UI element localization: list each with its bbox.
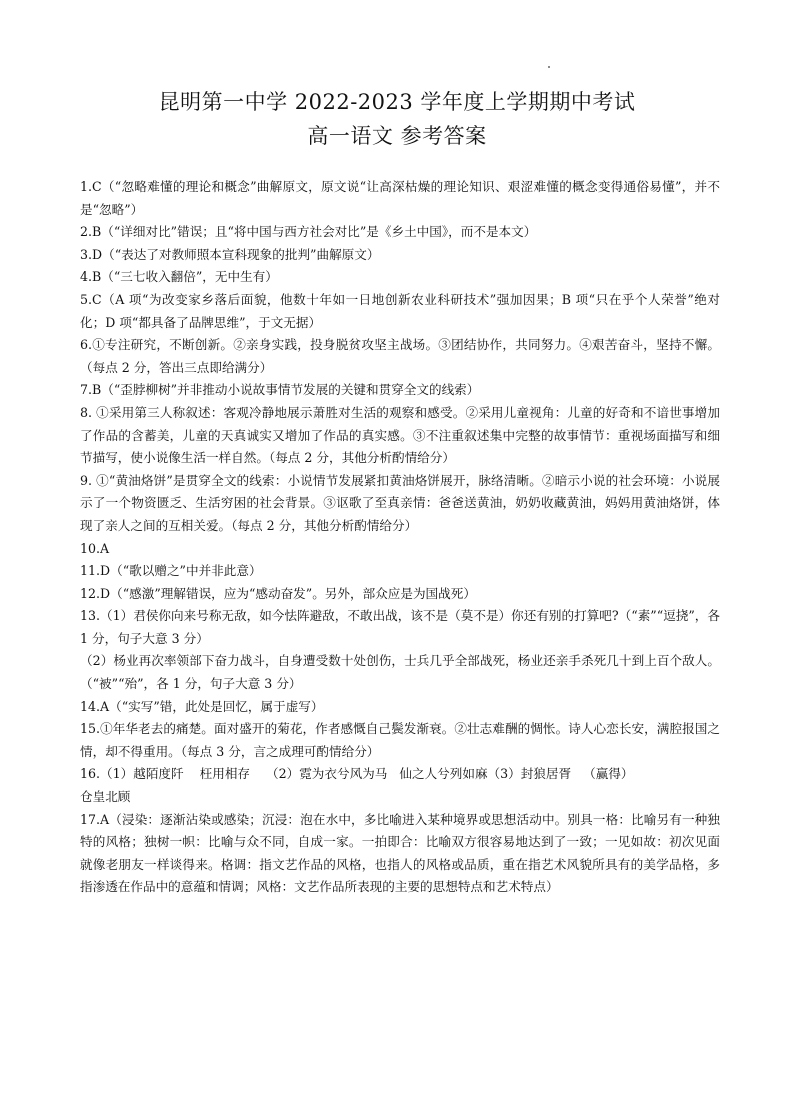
answer-9: 9. ①“黄油烙饼”是贯穿全文的线索：小说情节发展紧扣黄油烙饼展开，脉络清晰。②暗示小说的社会环境：小说展示了一个物资匮乏、生活穷困的社会背景。③讴歌了至真亲情：爸爸送黄油，奶奶收藏黄油，妈妈用黄油烙饼，体现了亲人之间的互相关爱。（每点 2 分，其他分析酌情给分） bbox=[80, 472, 720, 533]
answer-16-part7: 仓皇北顾 bbox=[80, 789, 131, 805]
answer-16-part3: （2）霓为衣兮风为马 bbox=[266, 766, 388, 782]
answer-7: 7.B（“歪脖柳树”并非推动小说故事情节发展的关键和贯穿全文的线索） bbox=[80, 382, 480, 398]
answer-10: 10.A bbox=[80, 540, 110, 556]
scan-speck bbox=[548, 66, 550, 68]
answer-16-part1: （1）越陌度阡 bbox=[100, 766, 184, 782]
answer-17: 17.A（浸染：逐渐沾染或感染；沉浸：泡在水中，多比喻进入某种境界或思想活动中。别具一格：比喻另有一种独特的风格；独树一帜：比喻与众不同，自成一家。一拍即合：比喻双方很容易地达到了一致；一见如故：初次见面就像老朋友一样谈得来。格调：指文艺作品的风格，也指人的风格或品质，重在指艺术风貌所具有的美学品格，多指渗透在作品中的意蕴和情调；风格：文艺作品所表现的主要的思想特点和艺术特点） bbox=[80, 811, 720, 895]
answer-16-part6: （赢得） bbox=[583, 766, 634, 782]
page-title: 昆明第一中学 2022-2023 学年度上学期期中考试 bbox=[158, 90, 636, 114]
answer-12: 12.D（“感激”理解错误，应为“感动奋发”。另外，部众应是为国战死） bbox=[80, 585, 476, 601]
answer-13-1: 13.（1）君侯你向来号称无敌，如今怯阵避敌，不敢出战，该不是（莫不是）你还有别的打算吧?（“素”“逗挠”，各 1 分，句子大意 3 分） bbox=[80, 608, 720, 646]
answer-2: 2.B（“详细对比”错误；且“将中国与西方社会对比”是《乡土中国》，而不是本文） bbox=[80, 224, 537, 240]
answer-16-num: 16. bbox=[80, 766, 101, 782]
answer-list bbox=[80, 176, 720, 899]
answer-5: 5.C（A 项“为改变家乡落后面貌，他数十年如一日地创新农业科研技术”强加因果；B 项“只在乎个人荣誉”绝对化；D 项“都具备了品牌思维”，于文无据） bbox=[80, 291, 720, 330]
answer-8: 8. ①采用第三人称叙述：客观冷静地展示萧胜对生活的观察和感受。②采用儿童视角：儿童的好奇和不谙世事增加了作品的含蓄美，儿童的天真诚实又增加了作品的真实感。③不注重叙述集中完整的故事情节：重视场面描写和细节描写，使小说像生活一样自然。（每点 2 分，其他分析酌情给分） bbox=[80, 404, 720, 466]
answer-3: 3.D（“表达了对教师照本宣科现象的批判”曲解原文） bbox=[80, 246, 380, 262]
answer-15: 15.①年华老去的痛楚。面对盛开的菊花，作者感慨自己鬓发渐衰。②壮志难酬的惆怅。诗人心恋长安，满腔报国之情，却不得重用。（每点 3 分，言之成理可酌情给分） bbox=[80, 721, 720, 759]
answer-13-2: （2）杨业再次率领部下奋力战斗，自身遭受数十处创伤，士兵几乎全部战死，杨业还亲手杀死几十到上百个敌人。（“被”“殆”，各 1 分，句子大意 3 分） bbox=[80, 653, 720, 692]
answer-1: 1.C（“忽略难懂的理论和概念”曲解原文，原文说“让高深枯燥的理论知识、艰涩难懂的概念变得通俗易懂”，并不是“忽略”） bbox=[80, 179, 720, 217]
answer-6: 6.①专注研究，不断创新。②亲身实践，投身脱贫攻坚主战场。③团结协作，共同努力。④艰苦奋斗，坚持不懈。（每点 2 分，答出三点即给满分） bbox=[80, 337, 720, 375]
answer-16 bbox=[80, 763, 720, 808]
answer-16-part5: （3）封狼居胥 bbox=[487, 766, 572, 782]
answer-14: 14.A（“实写”错，此处是回忆，属于虚写） bbox=[80, 698, 324, 714]
answer-16-part4: 仙之人兮列如麻 bbox=[399, 766, 488, 782]
answer-11: 11.D（“歌以赠之”中并非此意） bbox=[80, 563, 262, 579]
answer-4: 4.B（“三七收入翻倍”，无中生有） bbox=[80, 269, 278, 285]
answer-16-part2: 枉用相存 bbox=[199, 766, 250, 782]
page-subtitle: 高一语文 参考答案 bbox=[307, 124, 487, 148]
